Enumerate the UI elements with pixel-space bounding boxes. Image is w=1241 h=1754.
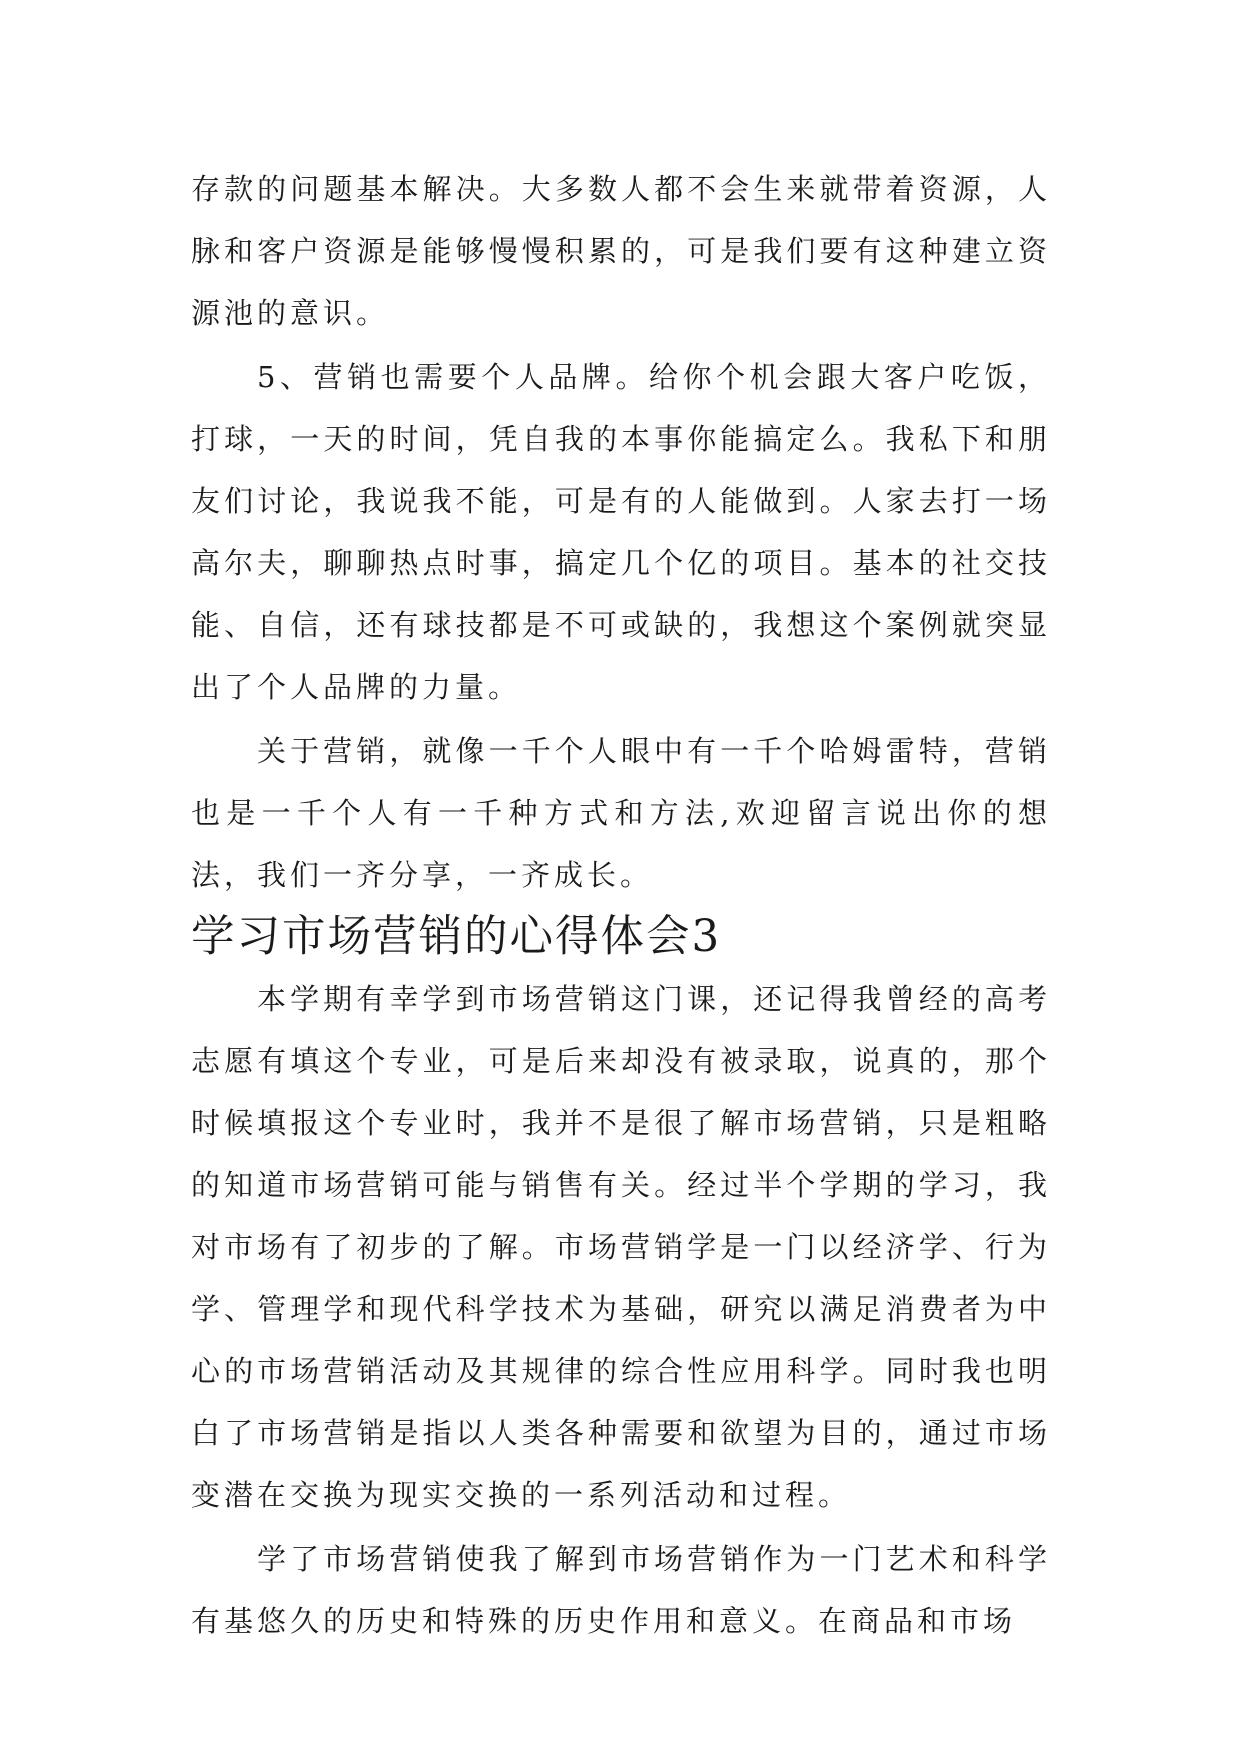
document-body (191, 158, 1051, 1652)
paragraph-section-history: 学了市场营销使我了解到市场营销作为一门艺术和科学有基悠久的历史和特殊的历史作用和意义。在商品和市场 (191, 1542, 1051, 1638)
paragraph-section-intro: 本学期有幸学到市场营销这门课，还记得我曾经的高考志愿有填这个专业，可是后来却没有被录取，说真的，那个时候填报这个专业时，我并不是很了解市场营销，只是粗略的知道市场营销可能与销售有关。经过半个学期的学习，我对市场有了初步的了解。市场营销学是一门以经济学、行为学、管理学和现代科学技术为基础，研究以满足消费者为中心的市场营销活动及其规律的综合性应用科学。同时我也明白了市场营销是指以人类各种需要和欲望为目的，通过市场变潜在交换为现实交换的一系列活动和过程。 (191, 982, 1051, 1512)
section-heading: 学习市场营销的心得体会3 (191, 912, 722, 962)
paragraph-point-5: 5、营销也需要个人品牌。给你个机会跟大客户吃饭，打球，一天的时间，凭自我的本事你能搞定么。我私下和朋友们讨论，我说我不能，可是有的人能做到。人家去打一场高尔夫，聊聊热点时事，搞定几个亿的项目。基本的社交技能、自信，还有球技都是不可或缺的，我想这个案例就突显出了个人品牌的力量。 (191, 360, 1051, 704)
paragraph-conclusion: 关于营销，就像一千个人眼中有一千个哈姆雷特，营销也是一千个人有一千种方式和方法,欢迎留言说出你的想法，我们一齐分享，一齐成长。 (191, 734, 1051, 892)
paragraph-continued: 存款的问题基本解决。大多数人都不会生来就带着资源，人脉和客户资源是能够慢慢积累的，可是我们要有这种建立资源池的意识。 (191, 172, 1051, 330)
